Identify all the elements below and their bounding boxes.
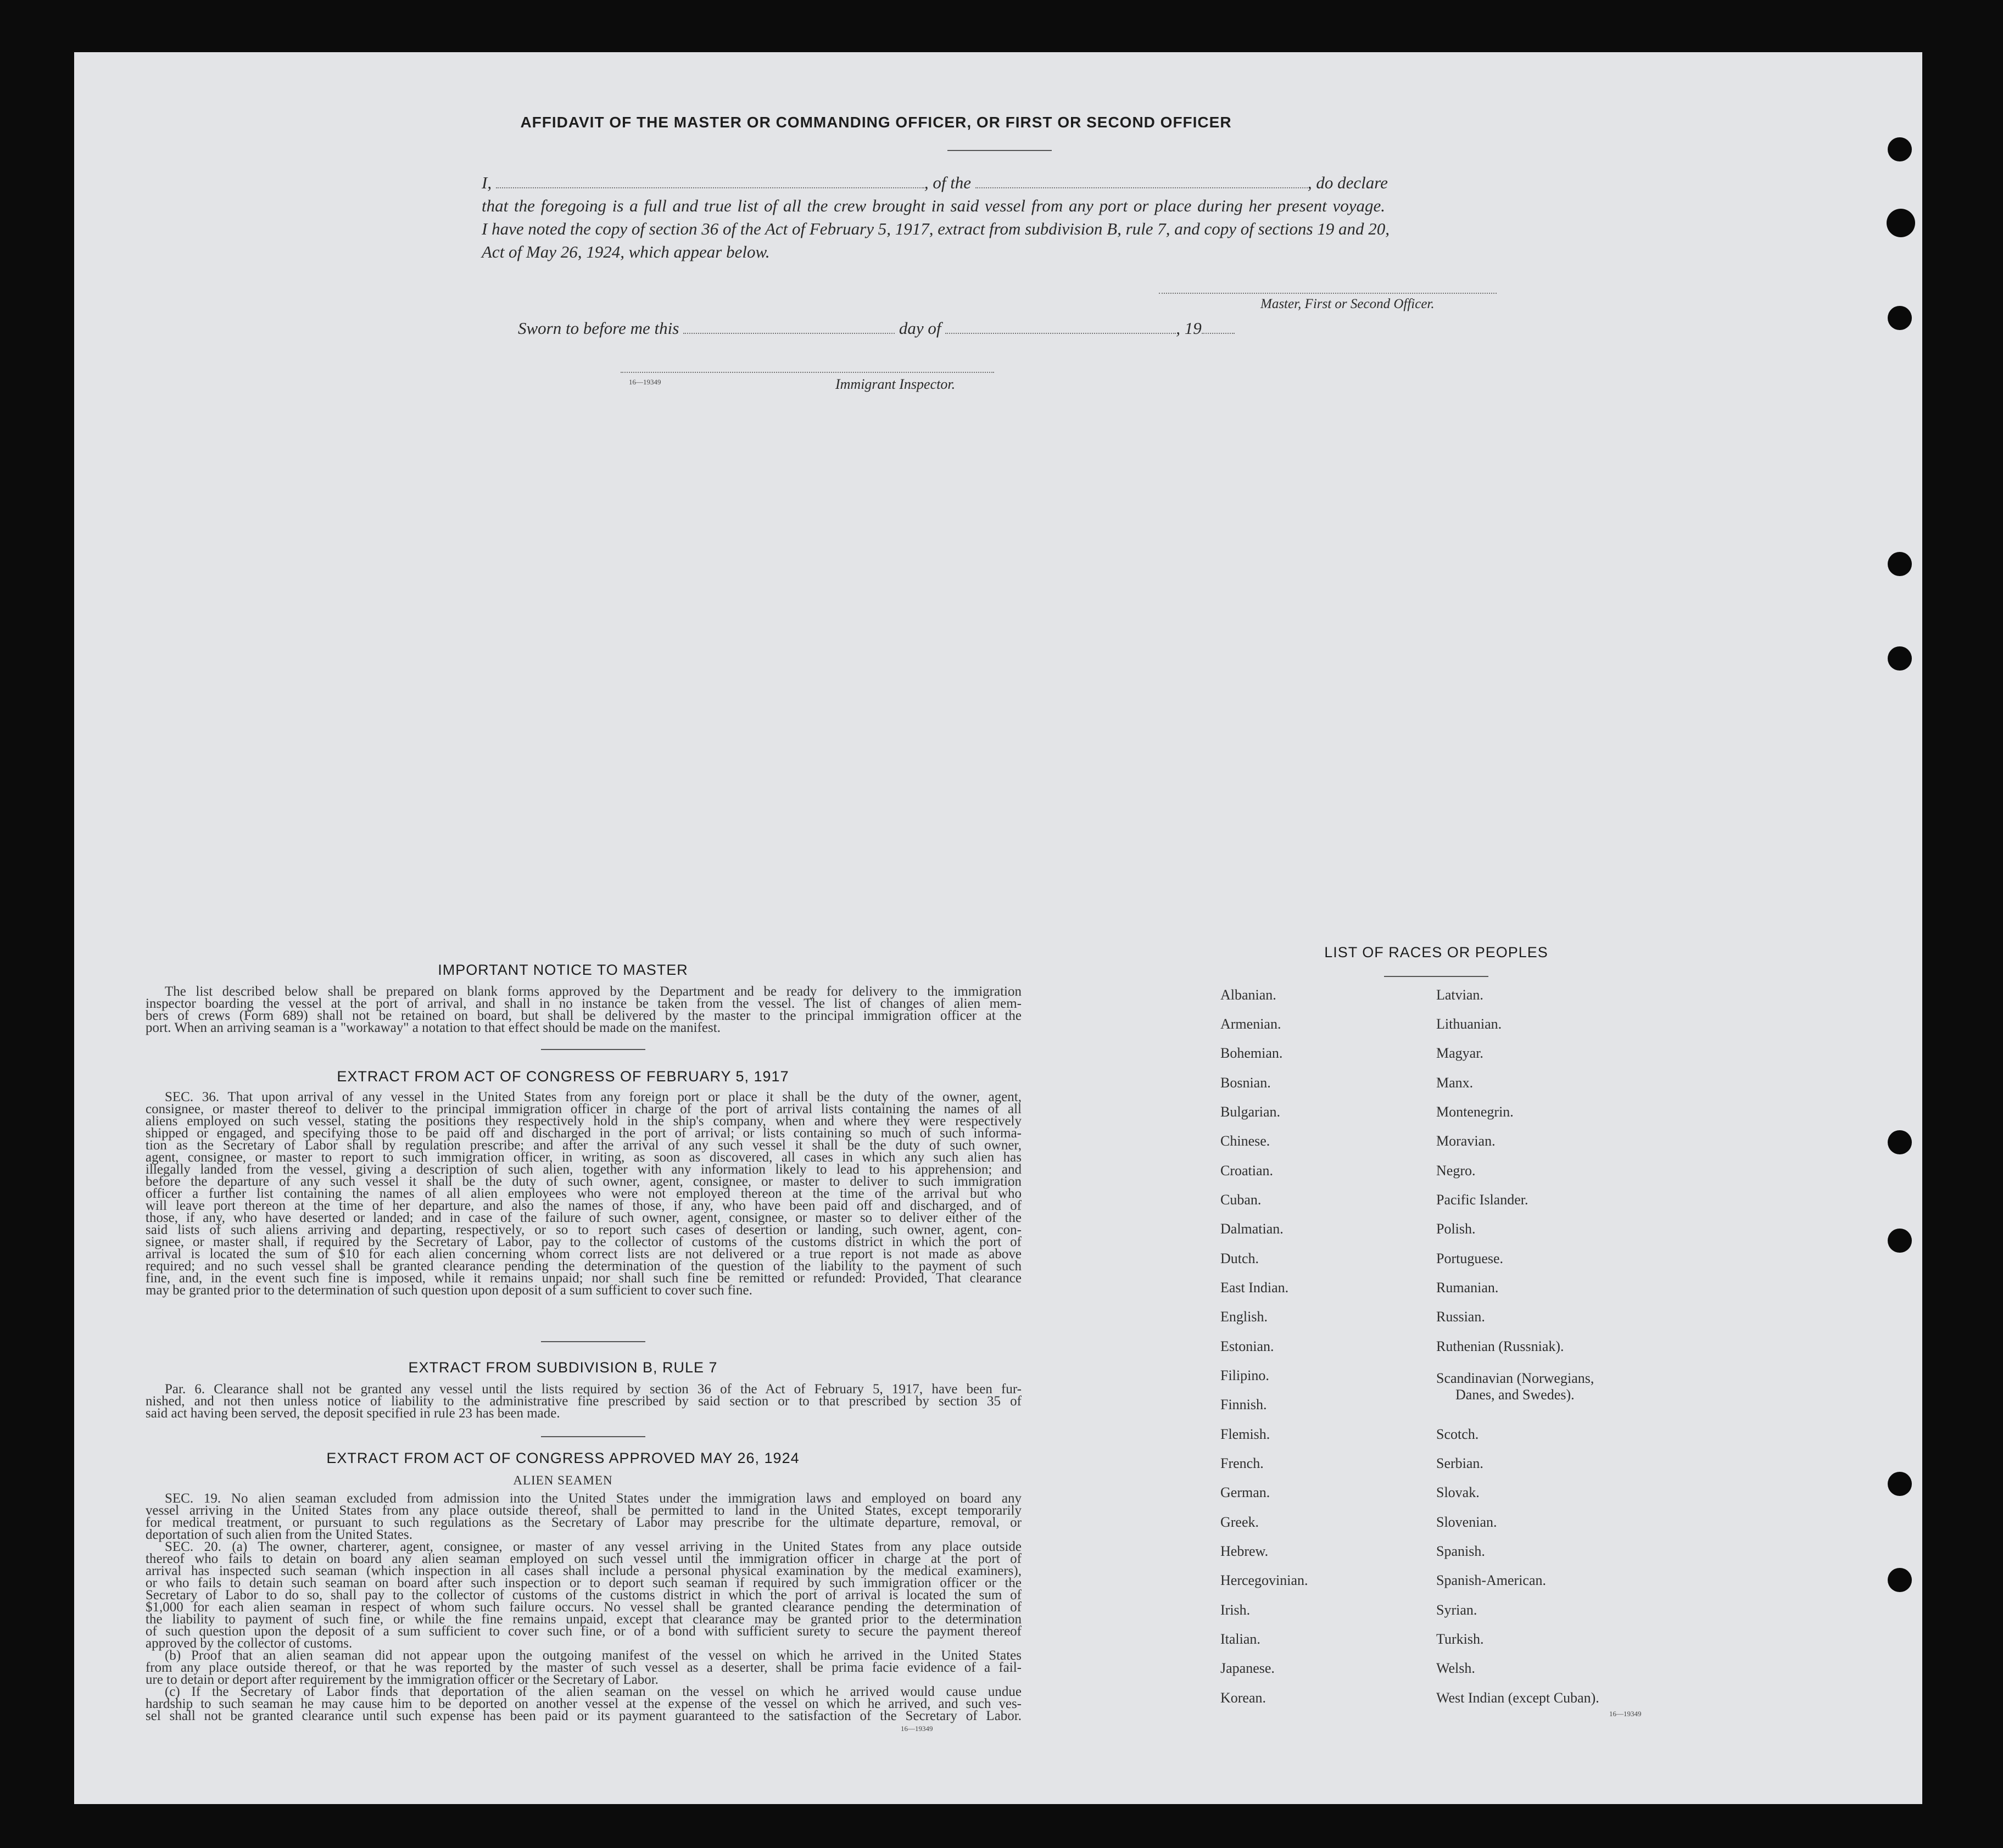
race-item: Estonian. [1220,1338,1274,1354]
sec20-line: (c) If the Secretary of Labor finds that deportation of the alien seaman on the vessel on which he arrived would cause undue [165,1684,1022,1699]
affidavit-form-code: 16—19349 [629,378,661,386]
sec36-line: signee, or master shall, if required by the Secretary of Labor, pay to the collector of customs of the customs district in which the port of [146,1235,1022,1249]
extract-1924-form-code: 16—19349 [901,1724,933,1733]
race-item: West Indian (except Cuban). [1436,1690,1599,1706]
race-item: Dutch. [1220,1250,1259,1266]
sec36-line: those, if any, who have deserted or landed; and in case of the failure of such owner, agent, consignee, or master so to deliver either of the [146,1210,1022,1225]
sec20-line: thereof who fails to detain on board any alien seaman employed on such vessel until the immigration officer in charge at the port of [146,1551,1022,1566]
race-item: Armenian. [1220,1016,1281,1032]
notice-title: IMPORTANT NOTICE TO MASTER [438,962,688,978]
sec20-line: of such question upon the deposit of a sum sufficient to cover such fine, or of a bond with sufficient surety to secure the payment thereof [146,1624,1022,1639]
race-item: Italian. [1220,1631,1260,1647]
race-item: Bulgarian. [1220,1104,1281,1120]
vessel-name-field[interactable] [975,173,1308,188]
race-item: Slovenian. [1436,1514,1497,1530]
extract-1924-text [146,1493,1022,1722]
race-item: Welsh. [1436,1660,1475,1676]
sec20-line: from any place outside thereof, or that he was reported by the master of such vessel as a deserter, shall be prima facie evidence of a fail- [146,1660,1022,1675]
races-form-code: 16—19349 [1609,1710,1642,1718]
rule7-line: said act having been served, the deposit specified in rule 23 has been made. [146,1406,560,1421]
race-item: Scandinavian (Norwegians, [1436,1370,1594,1386]
sec36-line: illegally landed from the vessel, giving a description of such alien, together with any information likely to lead to his apprehension; and [146,1162,1022,1177]
punch-hole-icon [1887,209,1915,237]
declaration-line-4: Act of May 26, 1924, which appear below. [482,242,770,261]
race-item: Scotch. [1436,1426,1479,1442]
form-sheet [74,52,1922,1804]
punch-hole-icon [1888,137,1912,161]
sec36-line: will leave port thereon at the time of her departure, and also the names of those, if any, who have been paid off and discharged, and of [146,1198,1022,1213]
race-item: Finnish. [1220,1397,1267,1412]
race-item: Slovak. [1436,1484,1480,1500]
race-item: Hercegovinian. [1220,1572,1308,1588]
rule7-line: Par. 6. Clearance shall not be granted any vessel until the lists required by section 36 of the Act of February 5, 1917, have been fur- [165,1382,1022,1397]
race-item: Serbian. [1436,1455,1483,1471]
punch-hole-icon [1888,1472,1912,1496]
extract-1917-text [146,1091,1022,1297]
race-item: Japanese. [1220,1660,1275,1676]
sworn-label: Sworn to before me this [518,319,679,338]
sworn-month-field[interactable] [945,319,1176,334]
race-item: Filipino. [1220,1367,1269,1383]
sec20-line: approved by the collector of customs. [146,1636,353,1651]
punch-hole-icon [1888,646,1912,671]
alien-seamen-subtitle: ALIEN SEAMEN [513,1473,613,1487]
race-item: Pacific Islander. [1436,1192,1528,1208]
extract-rule7-text [146,1383,1022,1420]
sec36-line: arrival is located the sum of $10 for each alien concerning whom correct lists are not delivered or a true report is not made as above [146,1247,1022,1261]
sec36-line: may be granted prior to the determination of such question upon deposit of a sum sufficient to cover such fine. [146,1283,752,1298]
race-item: Bohemian. [1220,1045,1283,1061]
races-rule [1384,976,1488,977]
sworn-line [518,319,1235,338]
sec20-line: or who fails to detain such seaman on board after such inspection or to deport such seaman if required by such immigration officer or the [146,1576,1022,1590]
sec36-line: tion as the Secretary of Labor shall by regulation prescribe; and after the arrival of any such vessel it shall be the duty of such owner, [146,1138,1022,1153]
race-item: French. [1220,1455,1264,1471]
race-item: German. [1220,1484,1270,1500]
notice-text [146,986,1022,1034]
race-item: Turkish. [1436,1631,1484,1647]
race-item: Dalmatian. [1220,1221,1284,1237]
race-item: Irish. [1220,1602,1251,1618]
extract-1917-title: EXTRACT FROM ACT OF CONGRESS OF FEBRUARY 5, 1917 [337,1068,789,1085]
year-prefix: , 19 [1176,319,1202,338]
sec20-line: sel shall not be granted clearance until such expense has been paid or its payment guaranteed to the satisfaction of the Secretary of Labor. [146,1709,1022,1723]
race-item: Magyar. [1436,1045,1483,1061]
sec36-line: fine, and, in the event such fine is imposed, while it remains unpaid; nor shall such fine be remitted or refunded: Provided, That clearance [146,1271,1022,1286]
sec20-line: arrival has inspected such seaman (which inspection in all cases shall include a personal physical examination by the medical examiners), [146,1564,1022,1578]
race-item: Cuban. [1220,1192,1262,1208]
punch-hole-icon [1888,1229,1912,1253]
sec20-line: the liability to payment of such fine, or while the fine remains unpaid, except that clearance may be granted prior to the determination [146,1612,1022,1627]
affidavit-title-rule [947,150,1052,151]
declarant-prefix: I, [482,173,492,192]
race-item: Montenegrin. [1436,1104,1514,1120]
sec36-line: agent, consignee, or master to report to such immigration officer, in writing, as soon as discovered, all cases in which any such alien has [146,1150,1022,1165]
extract-1917-rule [541,1341,645,1342]
do-declare-label: , do declare [1307,173,1388,192]
punch-hole-icon [1888,1568,1912,1592]
declaration-line-2: that the foregoing is a full and true list of all the crew brought in said vessel from any port or place during her present voyage. [482,196,1385,215]
race-item: Flemish. [1220,1426,1270,1442]
sworn-day-field[interactable] [683,319,895,334]
day-of-label: day of [899,319,941,338]
declaration-line-1 [482,173,1388,193]
race-item: Albanian. [1220,987,1276,1003]
extract-1924-title: EXTRACT FROM ACT OF CONGRESS APPROVED MAY 26, 1924 [326,1450,800,1466]
sec36-line: before the departure of any such vessel it shall be the duty of such owner, agent, consignee, or master to deliver to such immigration [146,1174,1022,1189]
sec19-line: SEC. 19. No alien seaman excluded from admission into the United States under the immigration laws and employed on board any [165,1491,1022,1506]
sec36-line: shipped or engaged, and specifying those to be paid off and discharged in the port of arrival; or lists containing so much of such informa- [146,1126,1022,1141]
extract-rule7-title: EXTRACT FROM SUBDIVISION B, RULE 7 [408,1359,718,1376]
sec20-line: ure to detain or deport after requirement by the immigration officer or the Secretary of Labor. [146,1672,659,1687]
sec20-line: (b) Proof that an alien seaman did not appear upon the outgoing manifest of the vessel on which he arrived in the United States [165,1648,1022,1663]
race-item: Lithuanian. [1436,1016,1502,1032]
notice-line: inspector boarding the vessel at the port of arrival, and shall in no instance be taken from the vessel. The list of changes of alien mem- [146,996,1022,1011]
race-item: Korean. [1220,1690,1266,1706]
sec19-line: vessel arriving in the United States from any place outside thereof, shall be permitted to land in the United States, except temporarily [146,1503,1022,1518]
notice-line: bers of crews (Form 689) shall not be retained on board, but shall be delivered by the master to the principal immigration officer at the [146,1008,1022,1023]
punch-hole-icon [1888,552,1912,576]
punch-hole-icon [1888,1130,1912,1154]
race-item: Manx. [1436,1075,1474,1091]
race-item: Portuguese. [1436,1250,1504,1266]
race-item: Chinese. [1220,1133,1270,1149]
race-item: Spanish-American. [1436,1572,1547,1588]
notice-line: The list described below shall be prepared on blank forms approved by the Department and be ready for delivery to the immigration [165,984,1022,999]
race-item: Syrian. [1436,1602,1477,1618]
inspector-signature-field[interactable] [621,372,994,373]
race-item: Russian. [1436,1309,1485,1325]
sec19-line: for medical treatment, or pursuant to such regulations as the Secretary of Labor may prescribe for the ultimate departure, removal, or [146,1515,1022,1530]
race-item: East Indian. [1220,1280,1289,1296]
race-item: Hebrew. [1220,1543,1269,1559]
race-item: English. [1220,1309,1268,1325]
rule7-line: nished, and not then unless notice of liability to the administrative fine prescribed by said section or to that prescribed by section 35 of [146,1394,1022,1409]
sworn-year-field[interactable] [1202,319,1235,334]
race-item: Negro. [1436,1163,1476,1179]
sec20-line: $1,000 for each alien seaman in respect of whom such failure occurs. No vessel shall be granted clearance pending the determination of [146,1600,1022,1615]
notice-line: port. When an arriving seaman is a "workaway" a notation to that effect should be made on the manifest. [146,1020,721,1035]
signature-field[interactable] [1159,293,1497,294]
sec20-line: hardship to such seaman he may cause him to be deported on another vessel at the expense of the vessel on which he arrived, and such ves- [146,1696,1022,1711]
sec19-line: deportation of such alien from the United States. [146,1527,412,1542]
race-item: Polish. [1436,1221,1476,1237]
race-item: Croatian. [1220,1163,1274,1179]
extract-rule7-rule [541,1436,645,1437]
race-item: Moravian. [1436,1133,1496,1149]
race-item: Rumanian. [1436,1280,1499,1296]
of-the-label: , of the [924,173,972,192]
race-item: Greek. [1220,1514,1259,1530]
declarant-name-field[interactable] [496,173,924,188]
race-item-continuation: Danes, and Swedes). [1455,1387,1575,1403]
sec36-line: SEC. 36. That upon arrival of any vessel in the United States from any foreign port or place it shall be the duty of the owner, agent, [165,1090,1022,1104]
affidavit-title: AFFIDAVIT OF THE MASTER OR COMMANDING OFFICER, OR FIRST OR SECOND OFFICER [520,114,1232,131]
notice-rule [541,1049,645,1050]
race-item: Spanish. [1436,1543,1485,1559]
race-item: Ruthenian (Russniak). [1436,1338,1564,1354]
declaration-line-3: I have noted the copy of section 36 of the Act of February 5, 1917, extract from subdivision B, rule 7, and copy of sections 19 and 20, [482,219,1390,238]
punch-hole-icon [1888,306,1912,330]
sec36-line: officer a further list containing the names of all alien employees who were not employed thereon at the time of the arrival but who [146,1186,1022,1201]
sec36-line: aliens employed on such vessel, stating the positions they respectively hold in the ship's company, when and where they were respectively [146,1114,1022,1129]
sec20-line: Secretary of Labor to do so, shall pay to the collector of customs of the customs district in which the port of arrival is located the sum of [146,1588,1022,1603]
sec36-line: said lists of such aliens arriving and departing, respectively, or so to report such cases of desertion or landing, such owner, agent, con- [146,1222,1022,1237]
sec20-line: SEC. 20. (a) The owner, charterer, agent, consignee, or master of any vessel arriving in the United States from any place outside [165,1539,1022,1554]
race-item: Latvian. [1436,987,1483,1003]
sec36-line: required; and no such vessel shall be granted clearance pending the determination of the question of the liability to the payment of such [146,1259,1022,1274]
race-item: Bosnian. [1220,1075,1271,1091]
inspector-label: Immigrant Inspector. [835,376,956,392]
sec36-line: consignee, or master thereof to deliver to the principal immigration officer in charge of the port of arrival lists containing the names of all [146,1102,1022,1116]
signature-label: Master, First or Second Officer. [1260,297,1435,311]
races-title: LIST OF RACES OR PEOPLES [1324,944,1548,961]
